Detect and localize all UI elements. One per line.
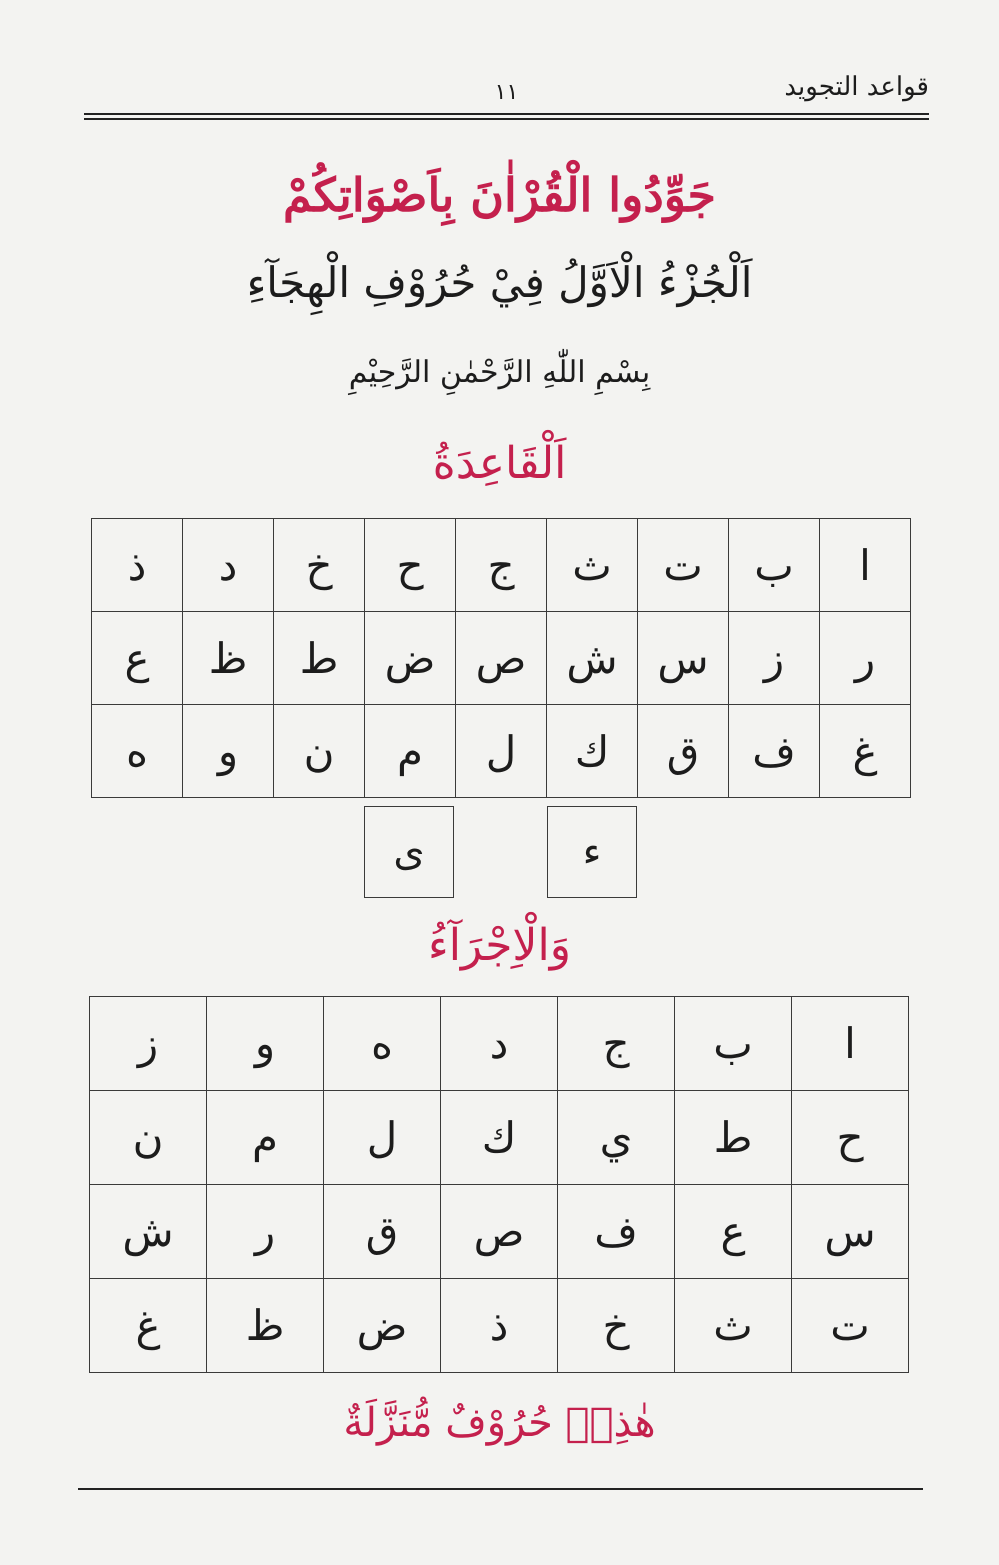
letter-cell: ك xyxy=(547,705,638,798)
letter-cell: و xyxy=(207,997,324,1091)
letter-cell: ب xyxy=(729,519,820,612)
letter-cell: ص xyxy=(441,1185,558,1279)
table-row xyxy=(90,1279,909,1373)
letter-cell: غ xyxy=(820,705,911,798)
letter-cell: ن xyxy=(274,705,365,798)
letter-cell: ج xyxy=(558,997,675,1091)
letter-cell: ر xyxy=(207,1185,324,1279)
letter-cell: د xyxy=(183,519,274,612)
letter-cell: ل xyxy=(324,1091,441,1185)
letter-cell: خ xyxy=(274,519,365,612)
letter-cell: و xyxy=(183,705,274,798)
letter-cell: ط xyxy=(675,1091,792,1185)
table-row xyxy=(92,612,911,705)
letter-cell: ح xyxy=(792,1091,909,1185)
letter-cell: ت xyxy=(792,1279,909,1373)
letter-cell: ح xyxy=(365,519,456,612)
letter-cell: ص xyxy=(456,612,547,705)
ajza-title: وَالْاِجْرَآءُ xyxy=(428,920,571,971)
letter-cell: ث xyxy=(675,1279,792,1373)
letter-cell: ق xyxy=(324,1185,441,1279)
letter-cell: ي xyxy=(558,1091,675,1185)
letter-cell: س xyxy=(792,1185,909,1279)
letter-cell: ز xyxy=(90,997,207,1091)
letter-cell: ل xyxy=(456,705,547,798)
letter-cell: ط xyxy=(274,612,365,705)
header-double-rule xyxy=(84,113,929,120)
letter-cell: م xyxy=(207,1091,324,1185)
letter-cell: ت xyxy=(638,519,729,612)
letter-cell-hamza: ء xyxy=(547,806,637,898)
letter-cell: ه xyxy=(324,997,441,1091)
letter-cell: ف xyxy=(558,1185,675,1279)
letter-cell: ث xyxy=(547,519,638,612)
letter-cell: ف xyxy=(729,705,820,798)
book-title: قواعد التجوید xyxy=(784,72,929,102)
letter-cell: ذ xyxy=(441,1279,558,1373)
letter-cell: ب xyxy=(675,997,792,1091)
letter-cell: ذ xyxy=(92,519,183,612)
letter-cell: ج xyxy=(456,519,547,612)
letter-cell: م xyxy=(365,705,456,798)
letter-cell: ه xyxy=(92,705,183,798)
table-row xyxy=(90,997,909,1091)
letter-cell: ع xyxy=(675,1185,792,1279)
letter-cell: س xyxy=(638,612,729,705)
basmala: بِسْمِ اللّٰهِ الرَّحْمٰنِ الرَّحِيْمِ xyxy=(348,355,651,390)
letter-cell: ع xyxy=(92,612,183,705)
footer-rule xyxy=(78,1488,923,1490)
footer-line: هٰذِهٖ حُرُوْفٌ مُّنَزَّلَةٌ xyxy=(343,1400,656,1446)
letter-cell: ا xyxy=(820,519,911,612)
letter-cell: ض xyxy=(324,1279,441,1373)
table-row xyxy=(90,1091,909,1185)
letter-cell: ظ xyxy=(183,612,274,705)
part-title: اَلْجُزْءُ الْاَوَّلُ فِيْ حُرُوْفِ الْهِجَآءِ xyxy=(246,258,753,307)
qaida-letter-grid xyxy=(91,518,911,798)
letter-cell: ز xyxy=(729,612,820,705)
ajza-letter-grid xyxy=(89,996,909,1373)
qaida-title: اَلْقَاعِدَةُ xyxy=(432,438,567,489)
letter-cell: ن xyxy=(90,1091,207,1185)
page-number: ۱۱ xyxy=(494,80,519,105)
letter-cell: ا xyxy=(792,997,909,1091)
letter-cell: ض xyxy=(365,612,456,705)
letter-cell: خ xyxy=(558,1279,675,1373)
letter-cell: ق xyxy=(638,705,729,798)
letter-cell: ظ xyxy=(207,1279,324,1373)
letter-cell: ش xyxy=(90,1185,207,1279)
table-row xyxy=(92,519,911,612)
letter-cell: ر xyxy=(820,612,911,705)
letter-cell-ya: ى xyxy=(364,806,454,898)
letter-cell: غ xyxy=(90,1279,207,1373)
letter-cell: ش xyxy=(547,612,638,705)
letter-cell: ك xyxy=(441,1091,558,1185)
table-row xyxy=(92,705,911,798)
hadith-heading: جَوِّدُوا الْقُرْاٰنَ بِاَصْوَاتِكُمْ xyxy=(283,168,716,222)
letter-cell: د xyxy=(441,997,558,1091)
table-row xyxy=(90,1185,909,1279)
